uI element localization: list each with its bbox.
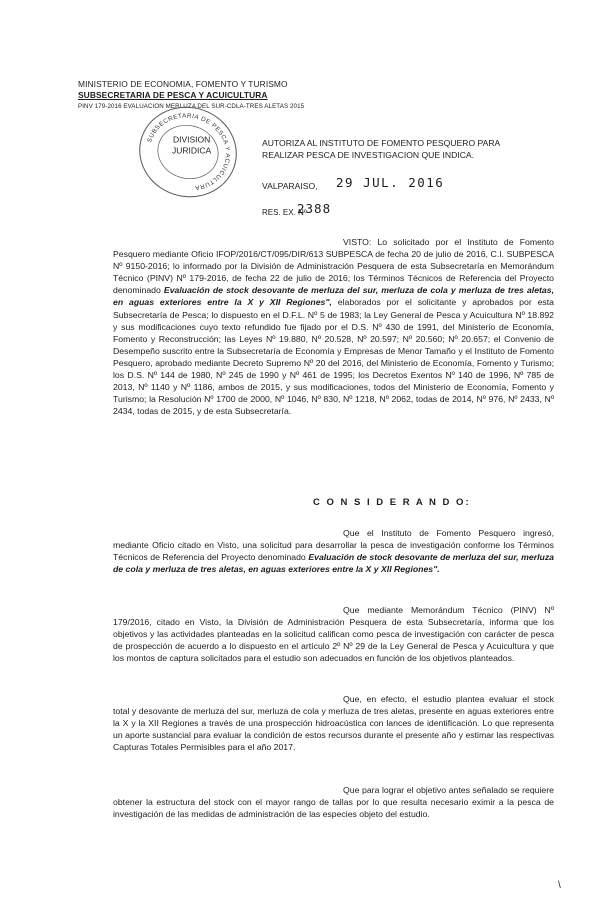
resolution-number: 2388 (297, 201, 332, 216)
document-ref-line: PINV 179-2016 EVALUACION MERLUZA DEL SUR-CDLA-TRES ALETAS 2015 (78, 103, 305, 110)
visto-project-name: Evaluación de stock desovante de merluza del sur, merluza de cola y merluza de tres aletas, en aguas exteriores entre la X y XII Regiones", (113, 285, 554, 308)
c2-text: Que mediante Memorándum Técnico (PINV) Nº 179/2016, citado en Visto, la División de Administración Pesquera de esta Subsecretaría, informa que los objetivos y las actividades planteadas en la solicitud califican como pesca de investigación con carácter de pesca de prospección de acuerdo a lo dispuesto en el artículo 2º Nº 29 de la Ley General de Pesca y Acuicultura y que los montos de captura solicitados para el estudio son adecuados en función de los objetivos planteados. (113, 605, 554, 664)
subsecretaria-name: SUBSECRETARIA DE PESCA Y ACUICULTURA (78, 90, 268, 100)
seal-line-2: JURIDICA (172, 145, 212, 156)
considerando-heading: C O N S I D E R A N D O: (313, 497, 471, 508)
visto-paragraph (113, 236, 554, 417)
seal-line-1: DIVISION (172, 134, 211, 145)
considerando-4 (113, 784, 554, 820)
c1-text: Que el Instituto de Fomento Pesquero ingresó, mediante Oficio citado en Visto, una solicitud para desarrollar la pesca de investigación conforme los Términos Técnicos de Referencia del Proyecto denominado (113, 528, 554, 563)
corner-mark: \ (558, 880, 561, 891)
division-juridica-seal (130, 96, 247, 207)
seal-ring-text: SUBSECRETARIA DE PESCA Y ACUICULTURA (146, 112, 231, 192)
considerando-3 (113, 693, 554, 753)
ministry-name: MINISTERIO DE ECONOMIA, FOMENTO Y TURISMO (78, 79, 288, 89)
reference-line-2: REALIZAR PESCA DE INVESTIGACION QUE INDICA. (262, 150, 475, 160)
resolution-label: RES. EX. Nº (262, 208, 307, 217)
place-label: VALPARAISO, (262, 181, 318, 191)
c1-project-name: Evaluación de stock desovante de merluza del sur, merluza de cola y merluza de tres aletas, en aguas exteriores entre la X y XII Regiones". (113, 552, 555, 575)
considerando-2 (113, 604, 554, 664)
c3-text: Que, en efecto, el estudio plantea evaluar el stock total y desovante de merluza del sur, merluza de cola y merluza de tres aletas, presente en aguas exteriores entre la X y la XII Regiones a través de una prospección hidroacústica con lances de identificación. Lo que representa un aporte sustancial para evaluar la condición de estos recursos durante el presente año y estimar las respectivas Capturas Totales Permisibles para el año 2017. (113, 694, 554, 753)
considerando-1 (113, 527, 554, 575)
reference-line-1: AUTORIZA AL INSTITUTO DE FOMENTO PESQUERO PARA (262, 138, 501, 148)
visto-text-1: VISTO: Lo solicitado por el Instituto de Fomento Pesquero mediante Oficio IFOP/2016/CT/095/DIR/613 SUBPESCA de fecha 20 de julio de 2016, C.I. SUBPESCA Nº 9150-2016; lo informado por la División de Administración Pesquera de esta Subsecretaría en Memorándum Técnico (PINV) Nº 179-2016, de fecha 22 de julio de 2016; los Términos Técnicos de Referencia del Proyecto denominado (113, 237, 554, 296)
c4-text: Que para lograr el objetivo antes señalado se requiere obtener la estructura del stock con el mayor rango de tallas por lo que resulta necesario eximir a la pesca de investigación de las medidas de administración de las especies objeto del estudio. (113, 785, 554, 820)
visto-text-2: elaborados por el solicitante y aprobados por esta Subsecretaría de Pesca; lo dispuesto en el D.F.L. Nº 5 de 1983; la Ley General de Pesca y Acuicultura Nº 18.892 y sus modificaciones cuyo texto refundido fue fijado por el D.S. Nº 430 de 1991, del Ministerio de Economía, Fomento y Reconstrucción; las Leyes Nº 19.880, Nº 20.528, Nº 20.597; Nº 20.560; Nº 20.657; el Convenio de Desempeño suscrito entre la Subsecretaría de Economía y Empresas de Menor Tamaño y el Instituto de Fomento Pesquero, aprobado mediante Decreto Supremo Nº 20 del 2016, del Ministerio de Economía, Fomento y Turismo; los D.S. Nº 144 de 1980, Nº 245 de 1990 y Nº 461 de 1995; los Decretos Exentos Nº 140 de 1996, Nº 785 de 2013, Nº 1140 y Nº 1186, ambos de 2015, y sus modificaciones, todos del Ministerio de Economía, Fomento y Turismo; la Resolución Nº 1700 de 2000, Nº 1046, Nº 830, Nº 1218, Nº 2062, todas de 2014, Nº 976, Nº 2433, Nº 2434, todas de 2015, y de esta Subsecretaría. (113, 297, 554, 417)
seal-center (166, 135, 218, 157)
handwritten-date: 29 JUL. 2016 (336, 175, 445, 190)
